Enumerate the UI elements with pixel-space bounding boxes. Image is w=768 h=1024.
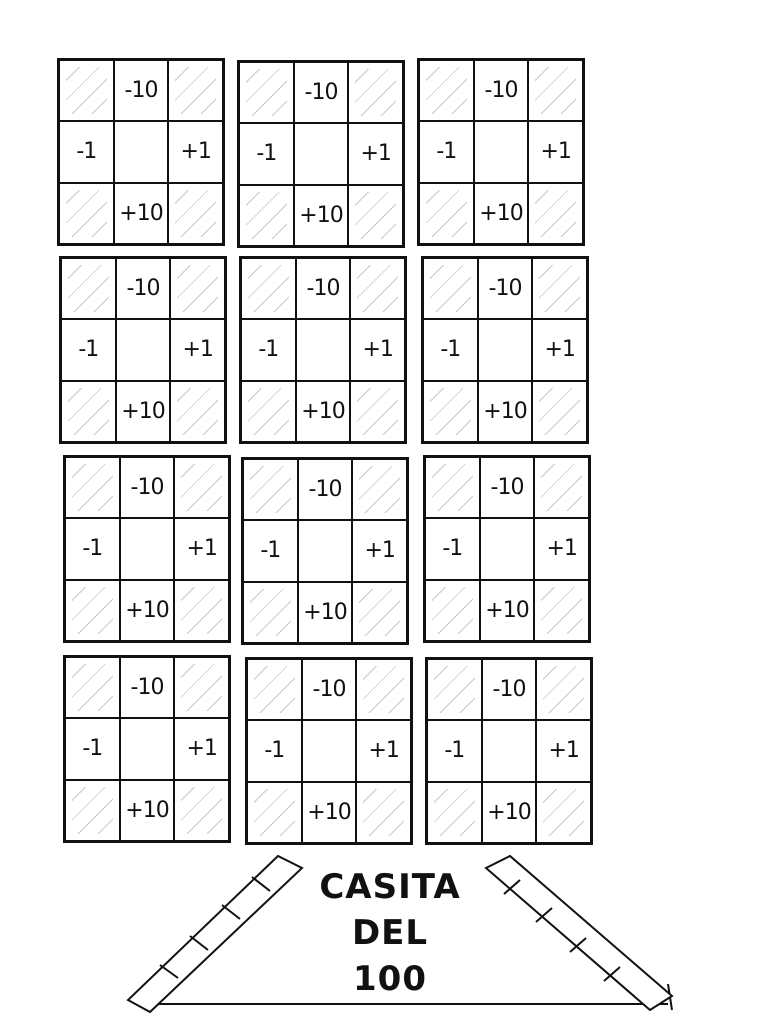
plus-one-cell: +1: [534, 518, 589, 579]
plus-one-cell: +1: [170, 319, 225, 380]
plus-ten-cell: +10: [480, 580, 535, 641]
title-line-3: 100: [353, 959, 427, 999]
minus-one-cell: -1: [423, 319, 478, 380]
title-line-2: DEL: [351, 913, 429, 953]
minus-ten-cell: -10: [120, 657, 175, 718]
minus-one-cell: -1: [61, 319, 116, 380]
plus-one-cell: +1: [174, 718, 229, 779]
plus-ten-cell: +10: [482, 782, 537, 843]
plus-ten-cell: +10: [120, 580, 175, 641]
minus-one-cell: -1: [247, 720, 302, 781]
plus-one-cell: +1: [168, 121, 223, 182]
minus-one-cell: -1: [239, 123, 294, 184]
minus-ten-cell: -10: [302, 659, 357, 720]
plus-ten-cell: +10: [120, 780, 175, 841]
plus-ten-cell: +10: [296, 381, 351, 442]
plus-ten-cell: +10: [302, 782, 357, 843]
minus-ten-cell: -10: [294, 62, 349, 123]
minus-ten-cell: -10: [120, 457, 175, 518]
plus-one-cell: +1: [356, 720, 411, 781]
minus-ten-cell: -10: [480, 457, 535, 518]
minus-ten-cell: -10: [298, 459, 353, 520]
plus-one-cell: +1: [352, 520, 407, 581]
minus-one-cell: -1: [241, 319, 296, 380]
plus-ten-cell: +10: [294, 185, 349, 246]
minus-one-cell: -1: [427, 720, 482, 781]
roof-left-slope: [128, 856, 302, 1012]
minus-ten-cell: -10: [296, 258, 351, 319]
plus-ten-cell: +10: [116, 381, 171, 442]
plus-one-cell: +1: [350, 319, 405, 380]
minus-one-cell: -1: [419, 121, 474, 182]
minus-one-cell: -1: [243, 520, 298, 581]
minus-ten-cell: -10: [114, 60, 169, 121]
plus-ten-cell: +10: [474, 183, 529, 244]
plus-one-cell: +1: [348, 123, 403, 184]
minus-one-cell: -1: [59, 121, 114, 182]
minus-ten-cell: -10: [482, 659, 537, 720]
plus-ten-cell: +10: [114, 183, 169, 244]
title-line-1: CASITA: [319, 867, 461, 907]
plus-one-cell: +1: [532, 319, 587, 380]
minus-one-cell: -1: [65, 718, 120, 779]
minus-one-cell: -1: [65, 518, 120, 579]
page-title: [300, 864, 480, 1002]
plus-one-cell: +1: [174, 518, 229, 579]
minus-ten-cell: -10: [474, 60, 529, 121]
plus-one-cell: +1: [528, 121, 583, 182]
plus-ten-cell: +10: [478, 381, 533, 442]
plus-ten-cell: +10: [298, 582, 353, 643]
minus-ten-cell: -10: [116, 258, 171, 319]
plus-one-cell: +1: [536, 720, 591, 781]
minus-one-cell: -1: [425, 518, 480, 579]
roof-right-slope: [486, 856, 672, 1010]
minus-ten-cell: -10: [478, 258, 533, 319]
